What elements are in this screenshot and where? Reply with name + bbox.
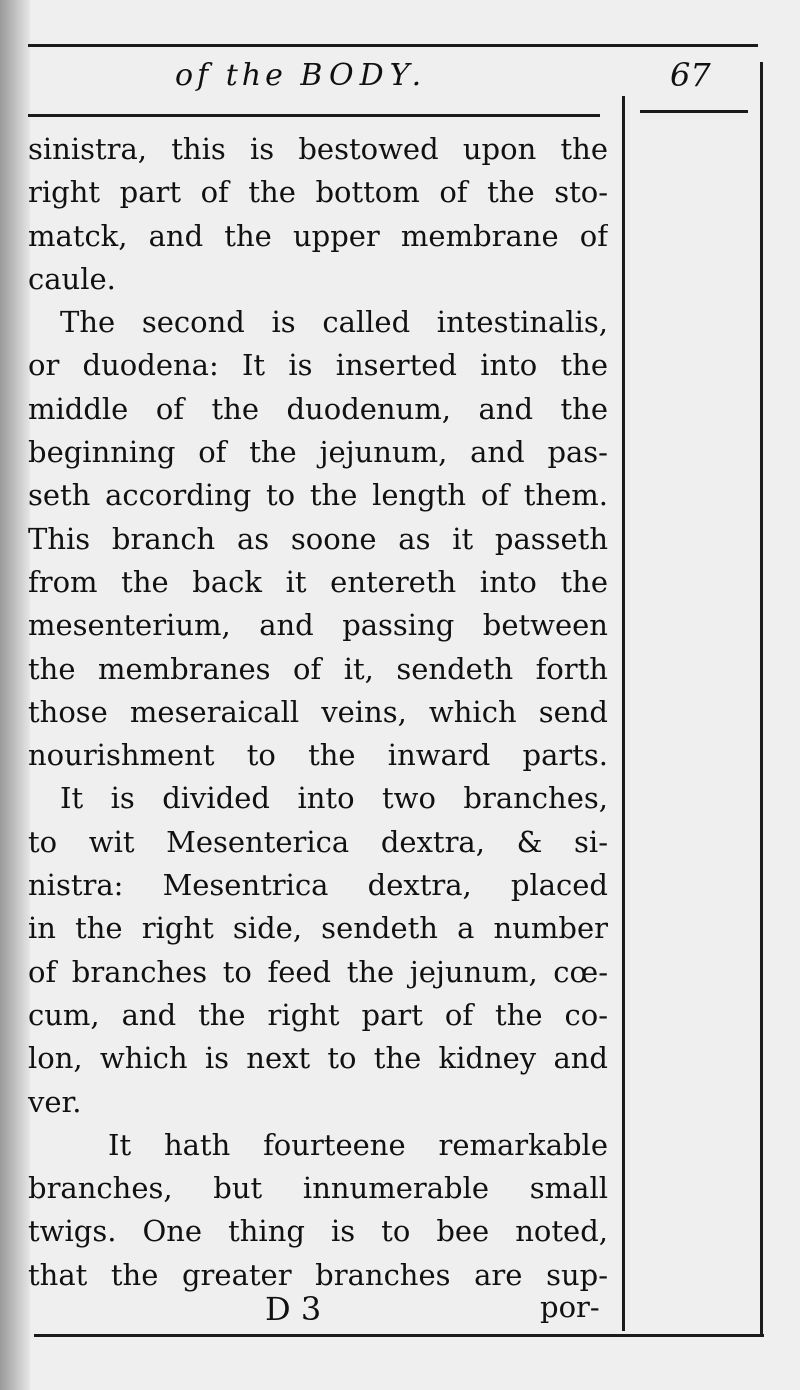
text-line: mesenterium, and passing between [28, 608, 608, 643]
text-line: twigs. One thing is to bee noted, [28, 1214, 608, 1249]
text-line: ver. [28, 1084, 82, 1119]
text-line: matck, and the upper membrane of [28, 218, 608, 253]
running-head [175, 58, 427, 93]
text-line: of branches to feed the jejunum, cœ- [28, 954, 608, 989]
text-line: middle of the duodenum, and the [28, 391, 608, 426]
text-line: The second is called intestinalis, [60, 305, 608, 340]
page-gutter-shadow [0, 0, 30, 1390]
text-line: cum, and the right part of the co- [28, 997, 608, 1032]
top-border-rule [28, 44, 758, 47]
text-line: nistra: Mesentrica dextra, placed [28, 868, 608, 903]
text-line: right part of the bottom of the sto- [28, 175, 608, 210]
body-text [28, 128, 608, 1297]
page-number: 67 [670, 56, 711, 94]
text-line: that the greater branches are sup- [28, 1257, 608, 1292]
margin-header-rule [640, 110, 748, 113]
text-line: seth according to the length of them. [28, 478, 608, 513]
text-line: It is divided into two branches, [60, 781, 608, 816]
text-line: This branch as soone as it passeth [28, 521, 608, 556]
text-line: beginning of the jejunum, and pas- [28, 435, 608, 470]
catchword: por- [540, 1290, 600, 1324]
text-line: the membranes of it, sendeth forth [28, 651, 608, 686]
text-line: from the back it entereth into the [28, 564, 608, 599]
text-line: in the right side, sendeth a number [28, 911, 608, 946]
text-line: or duodena: It is inserted into the [28, 348, 608, 383]
margin-outer-rule [760, 62, 763, 1334]
running-head-caps: BODY. [300, 58, 428, 93]
text-line: those meseraicall veins, which send [28, 694, 608, 729]
margin-inner-rule [622, 96, 625, 1331]
text-line: nourishment to the inward parts. [28, 738, 608, 773]
text-line: branches, but innumerable small [28, 1171, 608, 1206]
text-line: It hath fourteene remarkable [108, 1127, 608, 1162]
text-line: sinistra, this is bestowed upon the [28, 132, 608, 166]
text-line: lon, which is next to the kidney and [28, 1041, 608, 1076]
text-line: to wit Mesenterica dextra, & si- [28, 824, 608, 859]
signature-mark: D 3 [265, 1290, 322, 1328]
text-line: caule. [28, 261, 116, 296]
bottom-border-rule [34, 1334, 764, 1337]
header-underline-rule [28, 114, 600, 117]
running-head-prefix: of the [175, 58, 287, 93]
